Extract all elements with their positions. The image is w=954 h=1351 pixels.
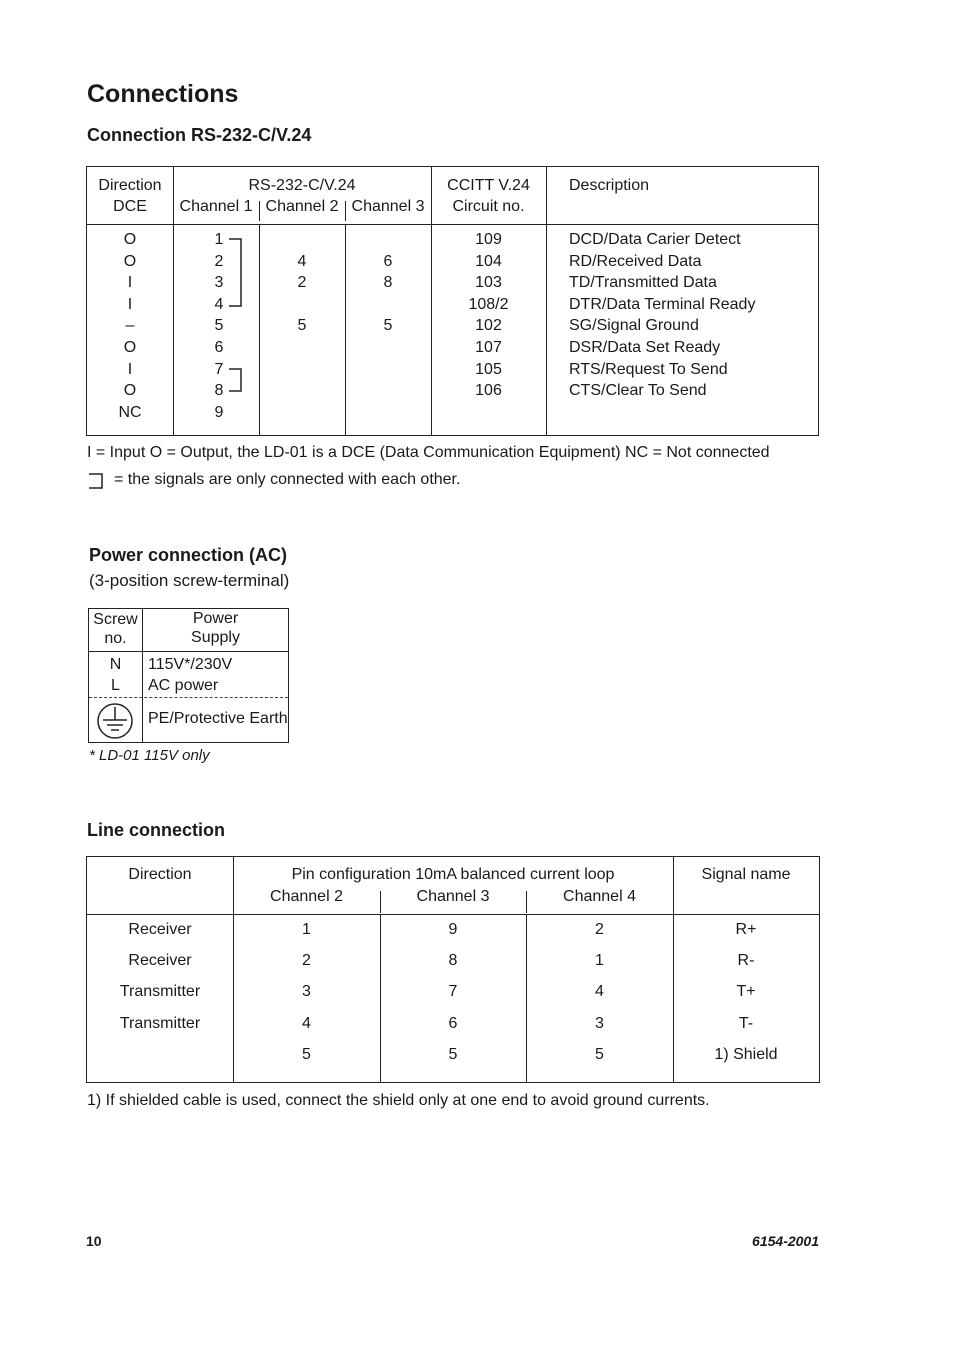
line-signal-cell: R- bbox=[737, 952, 755, 970]
connection-bracket-icon bbox=[217, 233, 247, 403]
line-ch2-cell: 1 bbox=[302, 921, 311, 938]
line-ch3-cell: 6 bbox=[448, 1014, 458, 1032]
line-direction-cell: Transmitter bbox=[119, 1014, 201, 1032]
rs232-direction-cell: I bbox=[127, 360, 133, 378]
ac-power-label: AC power bbox=[148, 677, 219, 694]
line-ch3-cell: 7 bbox=[448, 983, 458, 1001]
rs232-direction-cell: O bbox=[123, 382, 137, 400]
rs232-desc-cell: SG/Signal Ground bbox=[569, 317, 699, 335]
line-ch3-cell: 5 bbox=[448, 1045, 458, 1063]
protective-earth-icon bbox=[95, 702, 135, 740]
line-signal-cell: 1) Shield bbox=[714, 1045, 778, 1063]
line-ch2-cell: 4 bbox=[302, 1014, 311, 1032]
screw-label: Screw bbox=[93, 611, 138, 628]
rs232-circuit-cell: 107 bbox=[475, 339, 502, 356]
line-heading: Line connection bbox=[87, 820, 226, 840]
rs232-desc-cell: RTS/Request To Send bbox=[569, 360, 728, 378]
rs232-direction-cell: I bbox=[127, 295, 133, 313]
line-header-channel-3: Channel 3 bbox=[416, 888, 490, 905]
line-ch4-cell: 5 bbox=[595, 1045, 604, 1063]
rs232-ch1-cell: 1 bbox=[214, 231, 224, 248]
supply-label: Supply bbox=[191, 629, 240, 646]
rs232-direction-cell: I bbox=[127, 274, 133, 292]
line-direction-cell: Transmitter bbox=[119, 983, 201, 1001]
rs232-ch3-cell: 8 bbox=[383, 274, 393, 292]
rs232-circuit-cell: 103 bbox=[475, 274, 502, 292]
line-signal-cell: T+ bbox=[736, 983, 756, 1001]
line-ch2-cell: 5 bbox=[302, 1045, 311, 1063]
rs232-table bbox=[86, 166, 819, 436]
protective-earth-label: PE/Protective Earth bbox=[148, 710, 288, 727]
terminal-n-l bbox=[89, 654, 142, 696]
line-table bbox=[86, 856, 820, 1083]
header-dce: DCE bbox=[113, 198, 147, 215]
power-col-screw bbox=[89, 610, 142, 648]
power-subheading: (3-position screw-terminal) bbox=[89, 571, 290, 590]
line-header-channel-2: Channel 2 bbox=[270, 888, 343, 905]
header-ccitt: CCITT V.24 bbox=[447, 177, 530, 194]
power-footnote: * LD-01 115V only bbox=[89, 747, 210, 764]
rs232-desc-cell: DCD/Data Carier Detect bbox=[569, 231, 741, 248]
rs232-direction-cell: O bbox=[123, 252, 137, 270]
rs232-circuit-cell: 109 bbox=[475, 231, 502, 248]
power-voltage bbox=[148, 654, 232, 696]
rs232-circuit-cell: 108/2 bbox=[468, 295, 509, 313]
line-note: 1) If shielded cable is used, connect the shield only at one end to avoid ground currents. bbox=[87, 1092, 710, 1109]
header-circuit: Circuit no. bbox=[452, 198, 525, 215]
terminal-n: N bbox=[109, 656, 122, 673]
rs232-desc-cell: DSR/Data Set Ready bbox=[569, 339, 721, 356]
line-signal-cell: R+ bbox=[735, 921, 757, 938]
power-col-supply bbox=[142, 609, 289, 647]
power-heading: Power connection (AC) bbox=[89, 545, 288, 565]
line-ch2-cell: 2 bbox=[302, 952, 311, 970]
rs232-ch1-cell: 5 bbox=[214, 317, 224, 335]
header-direction: Direction bbox=[98, 177, 162, 194]
rs232-ch3-cell: 6 bbox=[383, 252, 393, 270]
line-ch3-cell: 9 bbox=[448, 921, 458, 938]
line-header-pin: Pin configuration 10mA balanced current loop bbox=[291, 866, 615, 883]
rs232-direction-cell: – bbox=[125, 317, 135, 335]
rs232-note-2: = the signals are only connected with each other. bbox=[114, 471, 461, 488]
no-label: no. bbox=[104, 630, 127, 647]
line-ch4-cell: 4 bbox=[595, 983, 604, 1001]
rs232-desc-cell: TD/Transmitted Data bbox=[569, 274, 717, 292]
line-ch4-cell: 3 bbox=[595, 1014, 604, 1032]
header-description: Description bbox=[569, 177, 650, 194]
line-header-direction: Direction bbox=[128, 866, 192, 883]
rs232-ch1-cell: 7 bbox=[214, 360, 224, 378]
rs232-ch2-cell: 4 bbox=[297, 252, 307, 270]
power-table bbox=[88, 608, 289, 743]
rs232-ch1-cell: 9 bbox=[214, 403, 224, 421]
rs232-note-1: I = Input O = Output, the LD-01 is a DCE (Data Communication Equipment) NC = Not connected bbox=[87, 444, 770, 461]
rs232-ch1-cell: 6 bbox=[214, 339, 224, 356]
line-direction-cell: Receiver bbox=[128, 921, 192, 938]
line-header-channel-4: Channel 4 bbox=[563, 888, 636, 905]
header-channel-1: Channel 1 bbox=[179, 198, 253, 215]
header-rs232: RS-232-C/V.24 bbox=[248, 177, 356, 194]
page-number: 10 bbox=[86, 1233, 102, 1249]
page-title: Connections bbox=[87, 80, 239, 108]
header-channel-2: Channel 2 bbox=[265, 198, 339, 215]
rs232-ch1-cell: 2 bbox=[214, 252, 224, 270]
line-ch2-cell: 3 bbox=[302, 983, 311, 1001]
rs232-direction-cell: O bbox=[123, 339, 137, 356]
line-header-signal: Signal name bbox=[701, 866, 791, 883]
line-direction-cell: Receiver bbox=[128, 952, 192, 970]
rs232-circuit-cell: 105 bbox=[475, 360, 502, 378]
rs232-ch1-cell: 8 bbox=[214, 382, 224, 400]
rs232-ch2-cell: 5 bbox=[297, 317, 307, 335]
header-channel-3: Channel 3 bbox=[351, 198, 425, 215]
rs232-ch1-cell: 3 bbox=[214, 274, 224, 292]
rs232-circuit-cell: 106 bbox=[475, 382, 502, 400]
rs232-direction-cell: O bbox=[123, 231, 137, 248]
rs232-circuit-cell: 104 bbox=[475, 252, 502, 270]
line-ch4-cell: 2 bbox=[595, 921, 604, 938]
rs232-desc-cell: DTR/Data Terminal Ready bbox=[569, 295, 756, 313]
rs232-circuit-cell: 102 bbox=[475, 317, 502, 335]
rs232-heading: Connection RS-232-C/V.24 bbox=[87, 125, 312, 145]
terminal-l: L bbox=[111, 677, 120, 694]
rs232-direction-cell: NC bbox=[118, 403, 142, 421]
line-signal-cell: T- bbox=[738, 1014, 754, 1032]
bracket-legend-icon bbox=[88, 472, 106, 490]
rs232-desc-cell: RD/Received Data bbox=[569, 252, 702, 270]
rs232-ch2-cell: 2 bbox=[297, 274, 307, 292]
rs232-ch1-cell: 4 bbox=[214, 295, 224, 313]
line-ch4-cell: 1 bbox=[595, 952, 604, 970]
document-number: 6154-2001 bbox=[752, 1233, 819, 1249]
power-label: Power bbox=[192, 610, 239, 627]
rs232-ch3-cell: 5 bbox=[383, 317, 393, 335]
rs232-desc-cell: CTS/Clear To Send bbox=[569, 382, 707, 400]
line-ch3-cell: 8 bbox=[448, 952, 458, 970]
voltage-label: 115V*/230V bbox=[148, 656, 233, 673]
